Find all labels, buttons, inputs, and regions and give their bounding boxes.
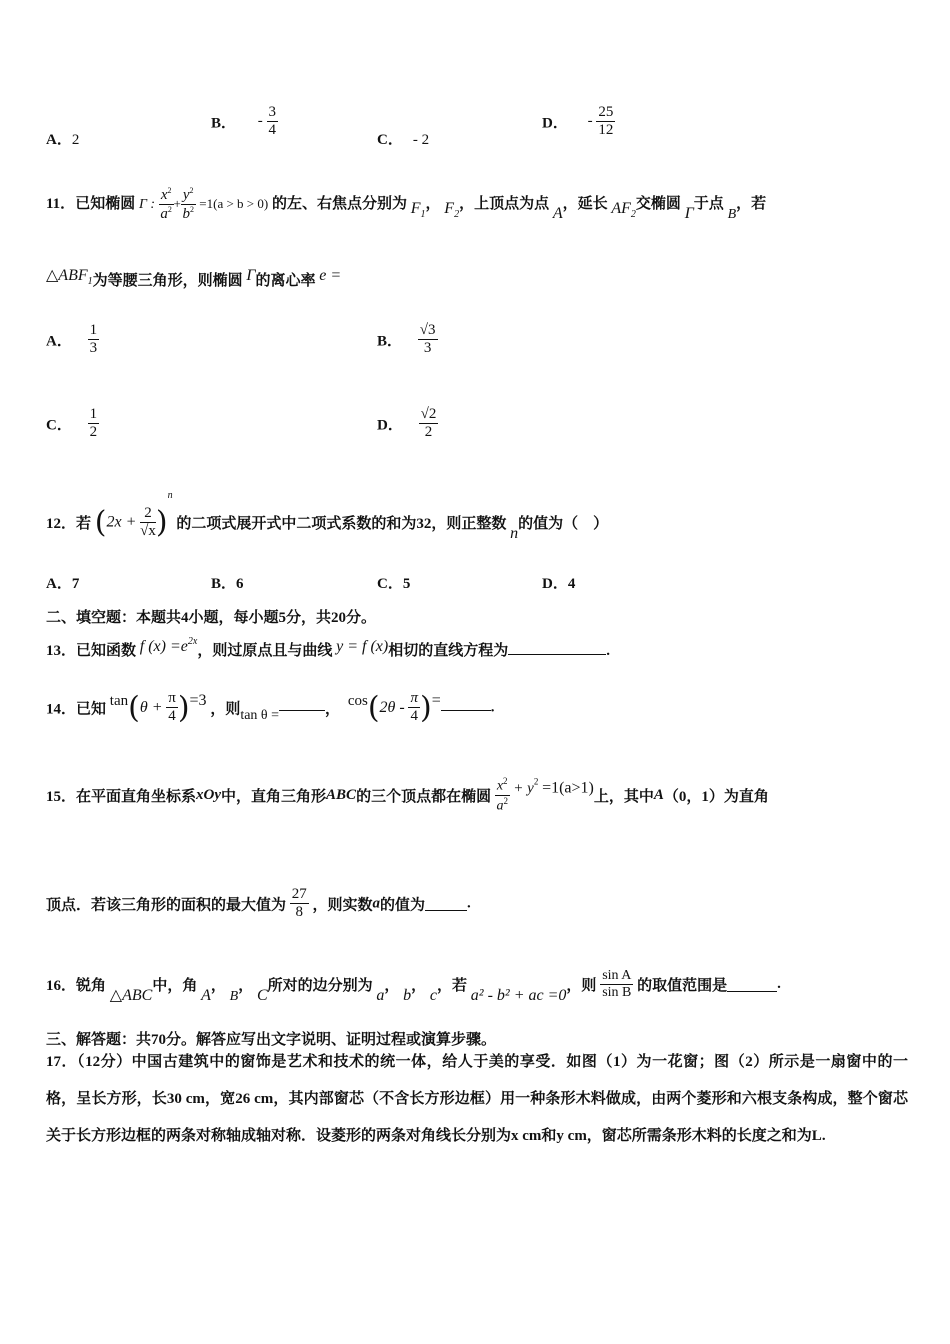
left-paren: (: [94, 505, 107, 541]
stem-text: 中，角: [152, 978, 198, 995]
option-label: D．: [542, 115, 568, 132]
angle-a: A: [201, 987, 211, 1005]
denominator: √x: [140, 523, 156, 540]
binomial-inner: 2x +: [106, 513, 137, 531]
q13-stem: [46, 636, 610, 660]
triangle-abc: △ABC: [109, 987, 153, 1005]
fraction: [267, 104, 279, 140]
eccentricity: e =: [319, 267, 342, 284]
right-paren: ): [155, 505, 168, 541]
denominator: 3: [423, 340, 432, 357]
stem-text: 的取值范围是: [637, 978, 728, 995]
fraction-y2-b2: $\frac{y^2}{b^2}$: [182, 186, 194, 223]
answer-blank[interactable]: [425, 896, 467, 911]
stem-text: 交椭圆: [635, 196, 681, 213]
q11-option-c: [46, 406, 99, 442]
option-value: 6: [236, 576, 244, 592]
numerator: 1: [88, 406, 100, 424]
q11-option-b: [377, 322, 438, 358]
fraction: [419, 406, 439, 442]
question-number: 13．: [46, 643, 77, 659]
stem-text: 已知函数: [76, 643, 137, 659]
numerator: π: [166, 690, 178, 708]
denominator: 2: [424, 424, 433, 441]
comma: ，: [238, 978, 254, 995]
numerator: 3: [267, 104, 279, 122]
side-c: c: [429, 987, 438, 1005]
a: a: [160, 206, 168, 223]
right-paren: ): [177, 690, 190, 726]
stem-text: 已知椭圆: [75, 196, 136, 213]
y: y: [182, 187, 190, 203]
question-number: 14．: [46, 701, 77, 718]
stem-text: 已知: [76, 701, 107, 718]
stem-text: ，则实数: [312, 897, 373, 914]
period: .: [467, 895, 471, 912]
xoy: xOy: [196, 786, 222, 803]
denominator: 4: [410, 708, 418, 725]
q12-option-a: [46, 572, 79, 593]
stem-text: ，若: [437, 978, 468, 995]
period: .: [490, 699, 495, 716]
theta-plus: θ +: [139, 698, 163, 716]
stem-text: 的二项式展开式中二项式系数的和为32，则正整数: [176, 516, 507, 533]
fraction: [596, 104, 615, 140]
period: .: [777, 976, 781, 993]
q11-stem-line1: 11．已知椭圆 Γ : $\frac{x^2}{a^2}$ + $\frac{y^2}{b^2}$ =1(a > b > 0) 的左、右焦点分别为 $F_1$， $F_2$，上顶点为点 A，延长 $AF_2$交椭圆 Γ于点 B，若: [46, 186, 767, 223]
question-number: 12．: [46, 516, 77, 533]
stem-text: 中，直角三角形: [221, 788, 327, 805]
option-label: C．: [377, 132, 403, 148]
point-a: A: [653, 786, 664, 803]
option-label: D．: [377, 417, 403, 434]
x: x: [496, 778, 504, 794]
section-heading-fill-in: 二、填空题：本题共4小题，每小题5分，共20分。: [46, 610, 377, 626]
stem-text: 锐角: [76, 978, 107, 995]
a: a: [496, 798, 504, 814]
q15-stem-line2: [46, 886, 471, 922]
numerator: √3: [418, 322, 438, 340]
stem-text: 的离心率: [255, 273, 316, 289]
q11-option-d: [377, 406, 438, 442]
stem-text: ，若: [736, 196, 767, 213]
fraction-x2-a2: $\frac{x^2}{a^2}$: [160, 186, 172, 223]
stem-text: ，则: [210, 701, 241, 718]
q17-paragraph: 17．（12分）中国古建筑中的窗饰是艺术和技术的统一体，给人于美的享受．如图（1）为一花窗；图（2）所示是一扇窗中的一格，呈长方形，长30 cm，宽26 cm，其内部窗芯（不含长方形边框）用一种条形木料做成，由两个菱形和六根支条构成，整个窗芯关于长方形边框的两条对称轴成轴对称．设菱形的两条对角线长分别为x cm和y cm，窗芯所需条形木料的长度之和为L.: [46, 1054, 908, 1144]
q12-option-b: [211, 572, 244, 593]
stem-text: 为等腰三角形，则椭圆: [92, 273, 243, 289]
option-label: A．: [46, 576, 72, 592]
stem-text: 的值为（ ）: [518, 516, 609, 533]
minus-sign: -: [257, 113, 263, 130]
angle-b: B: [229, 989, 239, 1005]
stem-text: （0，1）为直角: [663, 788, 769, 805]
q16-stem: [46, 968, 781, 1005]
fraction: [140, 505, 156, 541]
stem-text: 顶点．若该三角形的面积的最大值为: [46, 897, 287, 914]
left-paren: (: [128, 690, 140, 726]
side-b: b: [403, 987, 412, 1005]
comma: ，: [325, 701, 341, 718]
denominator: 3: [89, 340, 98, 357]
f1: $F_1$: [410, 200, 426, 221]
angle-c: C: [256, 987, 268, 1005]
option-label: B．: [377, 333, 403, 350]
option-label: C．: [46, 417, 72, 434]
option-value: 5: [402, 576, 411, 592]
question-number: 16．: [46, 978, 77, 995]
gamma: Γ: [246, 267, 256, 284]
numerator: 2: [140, 505, 156, 523]
answer-blank[interactable]: [508, 640, 606, 655]
equals: =: [431, 692, 441, 710]
stem-text: 所对的边分别为: [267, 978, 373, 995]
cos-function: cos: [347, 693, 368, 710]
option-label: B．: [211, 576, 237, 592]
stem-text: 相切的直线方程为: [388, 643, 509, 659]
side-equation: a² - b² + ac =0: [470, 987, 567, 1005]
tan-theta: tan θ =: [240, 708, 280, 724]
stem-text: 于点: [693, 196, 724, 213]
left-paren: (: [367, 690, 380, 726]
stem-text: ，则过原点且与曲线: [197, 643, 333, 659]
numerator: 25: [596, 104, 615, 122]
numerator: 1: [88, 322, 100, 340]
n: n: [510, 525, 519, 542]
denominator: 4: [268, 122, 277, 139]
numerator: √2: [419, 406, 439, 424]
q10-option-d: [542, 104, 615, 140]
af2: $AF_2$: [611, 200, 636, 221]
equals-3: =3: [189, 692, 207, 710]
gamma: Γ: [684, 205, 694, 223]
answer-blank-1[interactable]: [279, 696, 325, 711]
fraction-pi-4: [408, 690, 420, 726]
q10-option-b: [211, 104, 278, 140]
stem-text: 在平面直角坐标系: [76, 788, 197, 805]
power-n: n: [167, 490, 173, 501]
q11-option-a: [46, 322, 99, 358]
q12-option-c: [377, 572, 410, 593]
fraction-sinA-sinB: [600, 968, 633, 1001]
stem-text: 上，其中: [593, 788, 654, 805]
option-label: A．: [46, 333, 72, 350]
stem-text: 若: [76, 516, 92, 533]
q14-stem: [46, 690, 494, 726]
side-a: a: [376, 987, 385, 1005]
question-number: 11．: [46, 196, 76, 213]
abc: ABC: [326, 786, 357, 803]
q12-option-d: [542, 572, 575, 593]
stem-text: 的左、右焦点分别为: [271, 196, 407, 213]
x: x: [160, 187, 168, 203]
b: b: [182, 206, 190, 223]
f2: $F_2$: [444, 200, 460, 221]
q11-stem-line2: [46, 265, 341, 290]
option-label: A．: [46, 132, 72, 148]
period: .: [606, 643, 610, 659]
option-value: 7: [71, 576, 80, 592]
q12-stem: [46, 490, 608, 543]
tan-function: tan: [109, 693, 129, 710]
comma: ，: [210, 978, 226, 995]
two-theta-minus: 2θ -: [379, 698, 405, 716]
answer-blank[interactable]: [727, 977, 777, 992]
section-heading-solve: 三、解答题：共70分。解答应写出文字说明、证明过程或演算步骤。: [46, 1032, 497, 1048]
numerator: sin A: [600, 968, 633, 985]
curve-yfx: y = f (x): [336, 638, 389, 655]
equation-tail: =1(a>1): [542, 779, 594, 797]
equation-tail: =1(a > b > 0): [199, 196, 269, 212]
fraction-27-8: [290, 886, 309, 922]
stem-text: ，上顶点为点: [459, 196, 550, 213]
stem-text: ，则: [566, 978, 597, 995]
fraction-x2-a2: $\frac{x^2}{a^2}$: [496, 776, 508, 814]
numerator: π: [408, 690, 420, 708]
stem-text: 的三个顶点都在椭圆: [356, 788, 492, 805]
a: a: [372, 895, 381, 912]
denominator: 8: [295, 904, 304, 921]
point-b: B: [727, 207, 737, 223]
option-value: - 2: [412, 132, 430, 148]
fraction: [88, 406, 100, 442]
point-a: A: [552, 205, 563, 223]
q10-option-a: [46, 128, 79, 149]
fraction: [88, 322, 100, 358]
denominator: 4: [168, 708, 176, 725]
option-label: C．: [377, 576, 403, 592]
option-label: B．: [211, 115, 237, 132]
option-value: 4: [567, 576, 576, 592]
question-number: 15．: [46, 788, 77, 805]
comma: ，: [384, 978, 400, 995]
option-label: D．: [542, 576, 568, 592]
stem-text: ，延长: [562, 196, 608, 213]
denominator: 12: [598, 122, 614, 139]
right-paren: ): [419, 690, 432, 726]
option-value: 2: [71, 132, 80, 148]
function-fx: f $(x) =e^{2x}$: [139, 636, 198, 655]
minus-sign: -: [587, 113, 593, 130]
triangle-abf1: $\triangle ABF_1$: [46, 267, 93, 287]
denominator: 2: [89, 424, 98, 441]
answer-blank-2[interactable]: [441, 696, 491, 711]
fraction: [418, 322, 438, 358]
ellipse-gamma: Γ :: [138, 197, 156, 213]
comma: ，: [411, 978, 427, 995]
q15-stem-line1: 15．在平面直角坐标系xOy中，直角三角形ABC的三个顶点都在椭圆 $\frac{x^2}{a^2}$ + $y^2 =1(a>1)$上，其中A（0，1）为直角: [46, 776, 769, 814]
fraction-pi-4: [166, 690, 178, 726]
stem-text: 的值为: [380, 897, 426, 914]
plus-y2: + y: [513, 780, 534, 797]
q10-option-c: [377, 128, 429, 149]
denominator: sin B: [602, 985, 632, 1001]
numerator: 27: [290, 886, 309, 904]
